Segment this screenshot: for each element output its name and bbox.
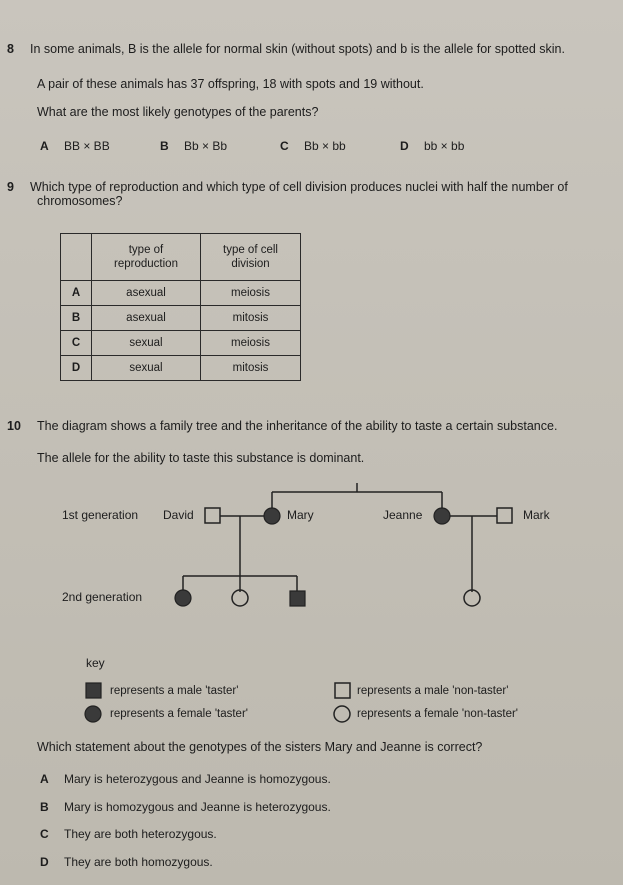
key-female-taster-symbol xyxy=(85,706,101,722)
option-text: Bb × bb xyxy=(304,139,346,153)
row-division: meiosis xyxy=(201,331,301,356)
option-letter: A xyxy=(40,772,49,786)
row-division: mitosis xyxy=(201,306,301,331)
q8-line3: What are the most likely genotypes of the parents? xyxy=(37,105,319,119)
child-female-taster-symbol xyxy=(175,590,191,606)
row-letter: B xyxy=(61,306,92,331)
key-female-non-taster-text: represents a female 'non-taster' xyxy=(357,708,518,720)
table-header-division: type of cell division xyxy=(201,234,301,281)
q10-number: 10 xyxy=(7,419,21,433)
option-letter: D xyxy=(40,855,49,869)
gen1-label: 1st generation xyxy=(62,508,139,522)
q9-number: 9 xyxy=(7,180,14,194)
q10-option-a[interactable] xyxy=(40,772,331,786)
mark-male-non-taster-symbol xyxy=(497,508,512,523)
row-reproduction: asexual xyxy=(92,281,201,306)
jeanne-label: Jeanne xyxy=(383,508,423,522)
option-text: Mary is homozygous and Jeanne is heterozygous. xyxy=(64,800,331,814)
row-letter: C xyxy=(61,331,92,356)
child-male-taster-symbol xyxy=(290,591,305,606)
q10-option-d[interactable] xyxy=(40,855,213,869)
q8-line2: A pair of these animals has 37 offspring, 18 with spots and 19 without. xyxy=(37,77,424,91)
child-female-non-taster-symbol xyxy=(232,590,248,606)
option-text: BB × BB xyxy=(64,139,110,153)
key-female-non-taster-symbol xyxy=(334,706,350,722)
row-reproduction: sexual xyxy=(92,331,201,356)
q10-question: Which statement about the genotypes of the sisters Mary and Jeanne is correct? xyxy=(37,740,483,754)
mary-female-taster-symbol xyxy=(264,508,280,524)
option-letter: A xyxy=(40,139,49,153)
key-male-non-taster-symbol xyxy=(335,683,350,698)
row-reproduction: sexual xyxy=(92,356,201,381)
key-female-taster-text: represents a female 'taster' xyxy=(110,708,248,720)
q8-number: 8 xyxy=(7,42,14,56)
option-letter: D xyxy=(400,139,409,153)
mark-label: Mark xyxy=(523,508,550,522)
table-header-reproduction: type of reproduction xyxy=(92,234,201,281)
option-letter: B xyxy=(40,800,49,814)
david-label: David xyxy=(163,508,194,522)
mary-label: Mary xyxy=(287,508,314,522)
option-text: bb × bb xyxy=(424,139,465,153)
jeanne-female-taster-symbol xyxy=(434,508,450,524)
option-text: They are both homozygous. xyxy=(64,855,213,869)
gen2-label: 2nd generation xyxy=(62,590,143,604)
q9-line1: Which type of reproduction and which type of cell division produces nuclei with half the number of xyxy=(30,180,568,194)
q9-line2: chromosomes? xyxy=(37,194,123,208)
q8-line1: In some animals, B is the allele for normal skin (without spots) and b is the allele for spotted skin. xyxy=(30,42,565,56)
q10-option-c[interactable] xyxy=(40,827,217,841)
option-letter: B xyxy=(160,139,169,153)
child-female-non-taster-symbol-right xyxy=(464,590,480,606)
key-title: key xyxy=(86,656,105,670)
key-male-taster-text: represents a male 'taster' xyxy=(110,685,239,697)
david-male-non-taster-symbol xyxy=(205,508,220,523)
q10-line1: The diagram shows a family tree and the inheritance of the ability to taste a certain substance. xyxy=(37,419,558,433)
row-letter: A xyxy=(61,281,92,306)
key-male-taster-symbol xyxy=(86,683,101,698)
option-letter: C xyxy=(280,139,289,153)
option-text: They are both heterozygous. xyxy=(64,827,217,841)
option-text: Mary is heterozygous and Jeanne is homozygous. xyxy=(64,772,331,786)
row-division: meiosis xyxy=(201,281,301,306)
q10-line2: The allele for the ability to taste this substance is dominant. xyxy=(37,451,365,465)
option-letter: C xyxy=(40,827,49,841)
row-division: mitosis xyxy=(201,356,301,381)
row-letter: D xyxy=(61,356,92,381)
key-male-non-taster-text: represents a male 'non-taster' xyxy=(357,685,509,697)
q10-option-b[interactable] xyxy=(40,800,331,814)
row-reproduction: asexual xyxy=(92,306,201,331)
option-text: Bb × Bb xyxy=(184,139,228,153)
